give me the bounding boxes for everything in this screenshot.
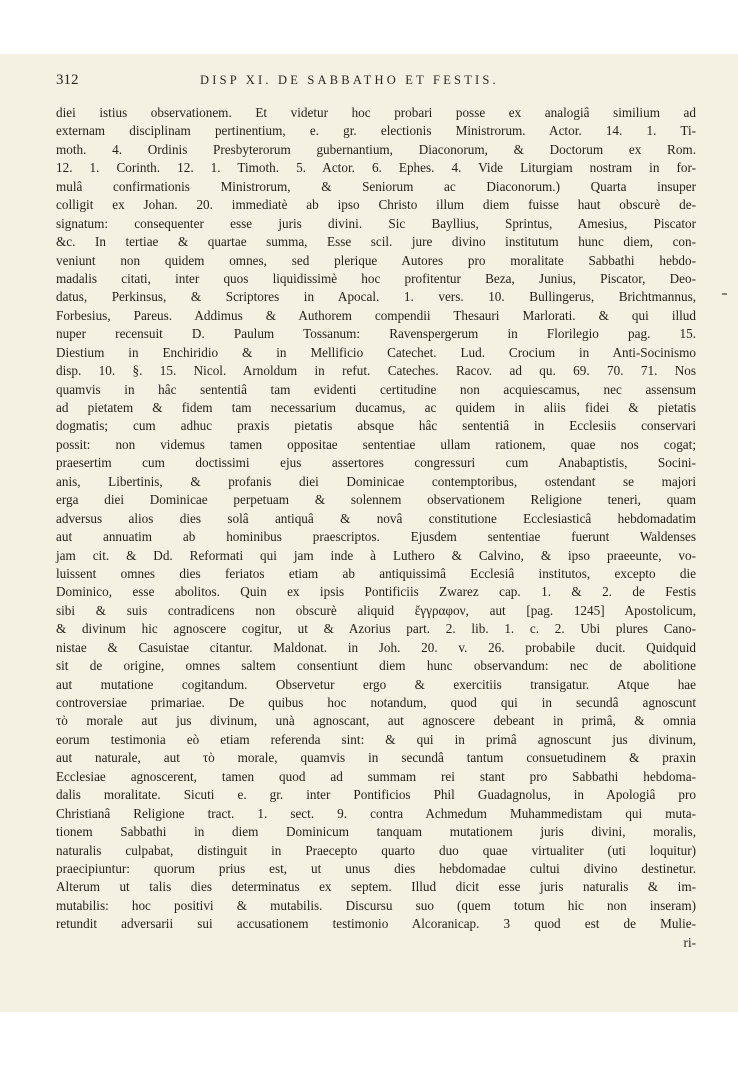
- text-line: aut annuatim ab hominibus praescriptos. Ejusdem sententiae fuerunt Waldenses: [56, 529, 696, 545]
- text-line: dalis moralitate. Sicuti e. gr. inter Pontificios Phil Guadagnolus, in Apologiâ pro: [56, 787, 696, 803]
- text-line: praesertim cum doctissimi ejus assertores congressuri cum Anabaptistis, Socini-: [56, 455, 696, 471]
- text-line: tionem Sabbathi in diem Dominicum tanquam mutationem juris divini, moralis,: [56, 824, 696, 840]
- text-line: moth. 4. Ordinis Presbyterorum gubernantium, Diaconorum, & Doctorum ex Rom.: [56, 141, 696, 157]
- text-line: mulâ confirmationis Ministrorum, & Seniorum ac Diaconorum.) Quarta insuper: [56, 178, 696, 194]
- text-line: diei istius observationem. Et videtur hoc probari posse ex analogiâ similium ad: [56, 105, 696, 120]
- text-line: signatum: consequenter esse juris divini. Sic Bayllius, Sprintus, Amesius, Piscator: [56, 215, 696, 231]
- text-line: & divinum hic agnoscere cogitur, ut & Azorius part. 2. lib. 1. c. 2. Ubi plures Cano-: [56, 621, 696, 637]
- text-line: possit: non videmus tamen oppositae sententiae ullam rationem, quae nos cogat;: [56, 436, 696, 452]
- body-text: [56, 104, 696, 952]
- text-line: mutabilis: hoc positivi & mutabilis. Discursu suo (quem totum hic non inseram): [56, 897, 696, 913]
- text-line: ri-: [683, 934, 696, 950]
- text-line: erga diei Dominicae perpetuam & solennem observationem Religione teneri, quam: [56, 492, 696, 508]
- text-line: madalis citati, inter quos liquidissimè hoc profitentur Beza, Junius, Piscator, Deo-: [56, 270, 696, 286]
- text-line: datus, Perkinsus, & Scriptores in Apocal. 1. vers. 10. Bullingerus, Brichtmannus,: [56, 289, 696, 305]
- running-head: DISP XI. DE SABBATHO ET FESTIS.: [200, 73, 499, 87]
- text-line: controversiae primariae. De quibus hoc notandum, quod qui in secundâ agnoscunt: [56, 695, 696, 710]
- text-line: praecipiuntur: quorum prius est, ut unus dies hebdomadae cultui divino destinetur.: [56, 860, 696, 876]
- text-line: aut naturale, aut τὸ morale, quamvis in secundâ tantum consuetudinem & praxin: [56, 750, 696, 766]
- page-number: 312: [56, 72, 79, 88]
- text-line: retundit adversarii sui accusationem testimonio Alcoranicap. 3 quod est de Mulie-: [56, 916, 696, 932]
- text-line: naturalis culpabat, distinguit in Praecepto quarto duo quae virtualiter (uti loquitur): [56, 842, 696, 858]
- text-line: luissent omnes dies feriatos etiam ab antiquissimâ Ecclesiâ institutos, excepto die: [56, 565, 696, 581]
- text-line: aut mutatione cogitandum. Observetur ergo & exercitiis transigatur. Atque hae: [56, 676, 696, 692]
- text-line: sibi & suis contradicens non obscurè aliquid ἔγγραφον, aut [pag. 1245] Apostolicum,: [56, 602, 696, 618]
- text-line: adversus alios dies solâ antiquâ & novâ constitutione Ecclesiasticâ hebdomadatim: [56, 510, 696, 526]
- page-header: [56, 72, 696, 92]
- text-line: &c. In tertiae & quartae summa, Esse scil. jure divino institutum hunc diem, con-: [56, 234, 696, 250]
- text-line: 12. 1. Corinth. 12. 1. Timoth. 5. Actor. 6. Ephes. 4. Vide Liturgiam nostram in for-: [56, 160, 696, 176]
- text-line: sit de origine, omnes saltem consentiunt diem hunc observandum: nec de abolitione: [56, 658, 696, 674]
- text-line: Diestium in Enchiridio & in Mellificio Catechet. Lud. Crocium in Anti-Socinismo: [56, 344, 696, 360]
- text-line: nuper recensuit D. Paulum Tossanum: Ravenspergerum in Florilegio pag. 15.: [56, 326, 696, 342]
- margin-mark: [722, 293, 727, 295]
- text-line: dogmatis; cum adhuc praxis pietatis absque hâc sententiâ in Ecclesiis conservari: [56, 418, 696, 434]
- text-line: eorum testimonia eò etiam referenda sint: & qui in primâ agnoscunt jus divinum,: [56, 731, 696, 747]
- text-line: externam disciplinam pertinentium, e. gr. electionis Ministrorum. Actor. 14. 1. Ti-: [56, 123, 696, 139]
- text-line: Dominico, esse abolitos. Quin ex ipsis Pontificiis Zwarez cap. 1. & 2. de Festis: [56, 584, 696, 600]
- text-line: nistae & Casuistae citantur. Maldonat. in Joh. 20. v. 26. probabile ducit. Quidquid: [56, 639, 696, 655]
- text-line: ad pietatem & fidem tam necessarium ducamus, ac quidem in aliis fidei & pietatis: [56, 400, 696, 415]
- text-line: τὸ morale aut jus divinum, unà agnoscant, aut agnoscere debeant in primâ, & omnia: [56, 713, 696, 729]
- text-line: veniunt non quidem omnes, sed plerique Autores pro moralitate Sabbathi hebdo-: [56, 252, 696, 268]
- document-page: [0, 54, 738, 1012]
- text-line: colligit ex Johan. 20. immediatè ab ipso Christo illum diem fuisse haut obscurè de-: [56, 197, 696, 213]
- text-line: disp. 10. §. 15. Nicol. Arnoldum in refut. Cateches. Racov. ad qu. 69. 70. 71. Nos: [56, 363, 696, 379]
- text-line: quamvis in hâc sententiâ tam evidenti certitudine non acquiescamus, nec assensum: [56, 381, 696, 397]
- text-line: Christianâ Religione tract. 1. sect. 9. contra Achmedum Muhammedistam qui muta-: [56, 805, 696, 821]
- text-line: Alterum ut talis dies determinatus ex septem. Illud dicit esse juris naturalis & im-: [56, 879, 696, 895]
- text-line: jam cit. & Dd. Reformati qui jam inde à Luthero & Calvino, & ipso praeeunte, vo-: [56, 547, 696, 563]
- text-line: Ecclesiae agnoscerent, tamen quod ad summam rei stant pro Sabbathi hebdoma-: [56, 768, 696, 784]
- text-line: anis, Libertinis, & profanis diei Dominicae contemptoribus, ostendant se majori: [56, 473, 696, 489]
- text-line: Forbesius, Pareus. Addimus & Authorem compendii Thesauri Marlorati. & qui illud: [56, 307, 696, 323]
